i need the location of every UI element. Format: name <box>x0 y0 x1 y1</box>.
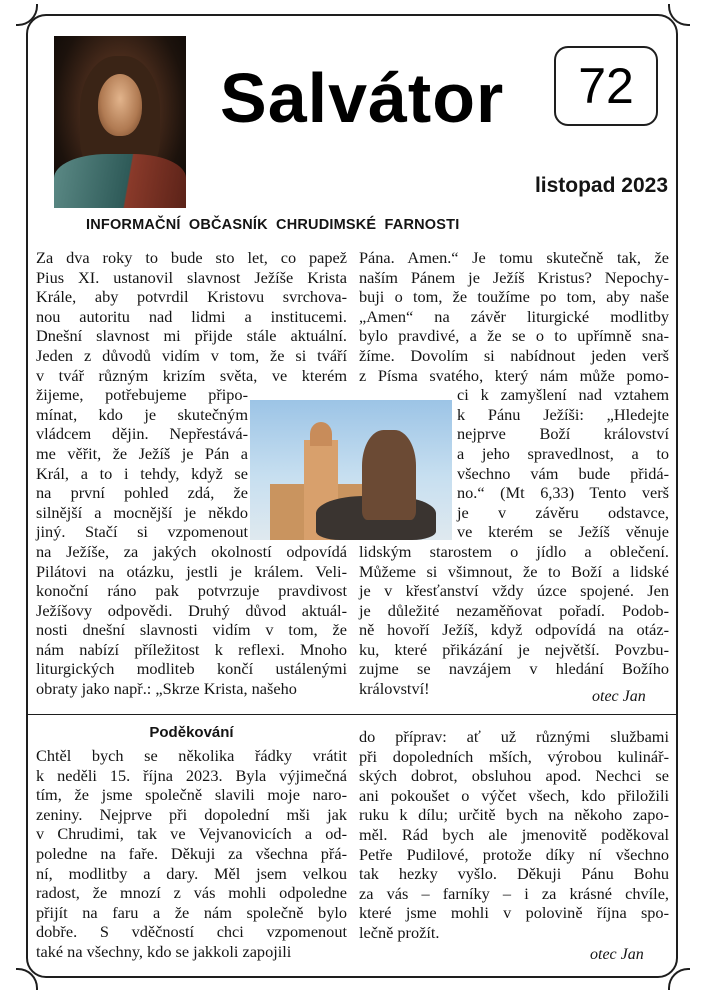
text-line: ní, modlitby a dary. Měl jsem velkou <box>36 863 347 883</box>
text-line: bylo pravdivé, a že se o to upřímně sna- <box>359 326 669 346</box>
christ-portrait-image <box>54 36 186 208</box>
text-line: nosti dnešní slavnosti vidím v tom, že <box>36 620 347 640</box>
text-line: nám nabízí příležitost k reflexi. Mnoho <box>36 639 347 659</box>
text-line: mínat, kdo je skutečným <box>36 404 248 424</box>
text-line: ských dobrot, obsluhou apod. Nechci se <box>359 766 669 786</box>
text-line: je v křesťanství vždy úzce spojené. Jen <box>359 581 669 601</box>
text-line: vládcem dějin. Nepřestává- <box>36 424 248 444</box>
text-line: „Amen“ na závěr liturgické modlitby <box>359 306 669 326</box>
text-line: nou autoritu nad lidmi a institucemi. <box>36 306 347 326</box>
text-line: za vás – farníky – i za krásné chvíle, <box>359 883 669 903</box>
text-line: me věřit, že Ježíš je Pán a <box>36 443 248 463</box>
text-line: království! <box>359 679 430 699</box>
text-line: tím, že jsme společně slavili moje naro- <box>36 785 347 805</box>
text-line: obraty jako např.: „Skrze Krista, našeho <box>36 679 297 699</box>
text-line: tak hezky vyšlo. Děkuji Pánu Bohu <box>359 864 669 884</box>
text-line: ruku k dílu; určitě bych na někoho zapo- <box>359 805 669 825</box>
text-line: a jeho spravedlnost, a to <box>457 443 669 463</box>
text-line: ci k zamyšlení nad vztahem <box>457 385 669 405</box>
text-line: dobře. S vděčností chci vzpomenout <box>36 922 347 942</box>
text-line: Krále, aby potvrdil Kristovu svrchova- <box>36 287 347 307</box>
text-line: naším Pánem je Ježíš Kristus? Nepochy- <box>359 267 669 287</box>
text-line: žíme. Dovolím si nabídnout jeden verš <box>359 345 669 365</box>
article2-column-right <box>359 727 669 943</box>
newsletter-title: Salvátor <box>220 59 505 137</box>
text-line: k Pánu Ježíši: „Hledejte <box>457 404 669 424</box>
text-line: liturgických modliteb končí ustálenými <box>36 659 347 679</box>
palm-sunday-procession-photo <box>250 400 452 540</box>
text-line: k neděli 15. října 2023. Byla výjimečná <box>36 765 347 785</box>
text-line: lečně prožít. <box>359 922 440 942</box>
newsletter-subtitle: INFORMAČNÍ OBČASNÍK CHRUDIMSKÉ FARNOSTI <box>86 217 460 233</box>
article1-signature: otec Jan <box>592 688 646 705</box>
text-line: ve kterém se Ježíš věnuje <box>457 522 669 542</box>
text-line: lidským starostem o jídlo a oblečení. <box>359 541 669 561</box>
text-line: nejprve Boží království <box>457 424 669 444</box>
text-line: Pilátovi na otázku, jestli je králem. Veli- <box>36 561 347 581</box>
text-line: Pána. Amen.“ Je tomu skutečně tak, že <box>359 248 669 267</box>
text-line: Dnešní slavnost mi přijde stále aktuální. <box>36 326 347 346</box>
text-line: jiný. Stačí si vzpomenout <box>36 522 248 542</box>
issue-number-box: 72 <box>554 46 658 126</box>
text-line: poledne na faře. Děkuji za všechna přá- <box>36 843 347 863</box>
text-line: ani pokoušet o výčet všech, kdo přiložili <box>359 785 669 805</box>
text-line: Za dva roky to bude sto let, co papež <box>36 248 347 267</box>
text-line: v Chrudimi, tak ve Vejvanovicích a od- <box>36 824 347 844</box>
text-line: všechno vám bude přidá- <box>457 463 669 483</box>
issue-date: listopad 2023 <box>534 174 668 197</box>
text-line: Král, a to i tehdy, když se <box>36 463 248 483</box>
text-line: Petře Pudilové, protože díky ní všechno <box>359 844 669 864</box>
text-line: Můžeme si všimnout, že to Boží a lidské <box>359 561 669 581</box>
text-line: měl. Rád bych ale jmenovitě poděkoval <box>359 824 669 844</box>
text-line: také na všechny, kdo se jakkoli zapojili <box>36 941 292 961</box>
text-line: přijít na faru a že nám společně bylo <box>36 902 347 922</box>
text-line: které jsme mohli v polovině října spo- <box>359 903 669 923</box>
text-line: při dopoledních mších, výrobou kulinář- <box>359 746 669 766</box>
text-line: ku, které přikázání je největší. Povzbu- <box>359 639 669 659</box>
text-line: ně hovoří Ježíš, když odpovídá na otáz- <box>359 620 669 640</box>
text-line: konoční ráno pak potvrzuje pravdivost <box>36 581 347 601</box>
text-line: žijeme, potřebujeme připo- <box>36 385 248 405</box>
text-line: na první pohled zdá, že <box>36 483 248 503</box>
text-line: v tvář různým krizím světa, ve kterém <box>36 365 347 385</box>
text-line: silnější a mocnější je někdo <box>36 502 248 522</box>
text-line: Pius XI. ustanovil slavnost Ježíše Krista <box>36 267 347 287</box>
text-line: Jeden z důvodů vidím v tom, že si tváří <box>36 345 347 365</box>
text-line: z Písma svatého, který nám může pomo- <box>359 365 669 385</box>
article2-column-left <box>36 746 347 962</box>
text-line: buji o tom, že toužíme po tom, aby naše <box>359 287 669 307</box>
section-divider <box>28 714 676 715</box>
text-line: Ježíšovy odpovědi. Druhý důvod aktuál- <box>36 600 347 620</box>
text-line: radost, že mnozí z vás mohli odpoledne <box>36 883 347 903</box>
text-line: no.“ (Mt 6,33) Tento verš <box>457 483 669 503</box>
text-line: zujme se navzájem v hledání Božího <box>359 659 669 679</box>
text-line: zeniny. Nejprve při dopolední mši jak <box>36 804 347 824</box>
article2-signature: otec Jan <box>590 946 644 963</box>
text-line: na Ježíše, za jakých okolností odpovídá <box>36 541 347 561</box>
text-line: je v závěru odstavce, <box>457 502 669 522</box>
text-line: do příprav: ať už různými službami <box>359 727 669 746</box>
article2-title: Poděkování <box>149 724 234 741</box>
text-line: Chtěl bych se několika řádky vrátit <box>36 746 347 765</box>
text-line: je důležité nezaměňovat pořadí. Podob- <box>359 600 669 620</box>
